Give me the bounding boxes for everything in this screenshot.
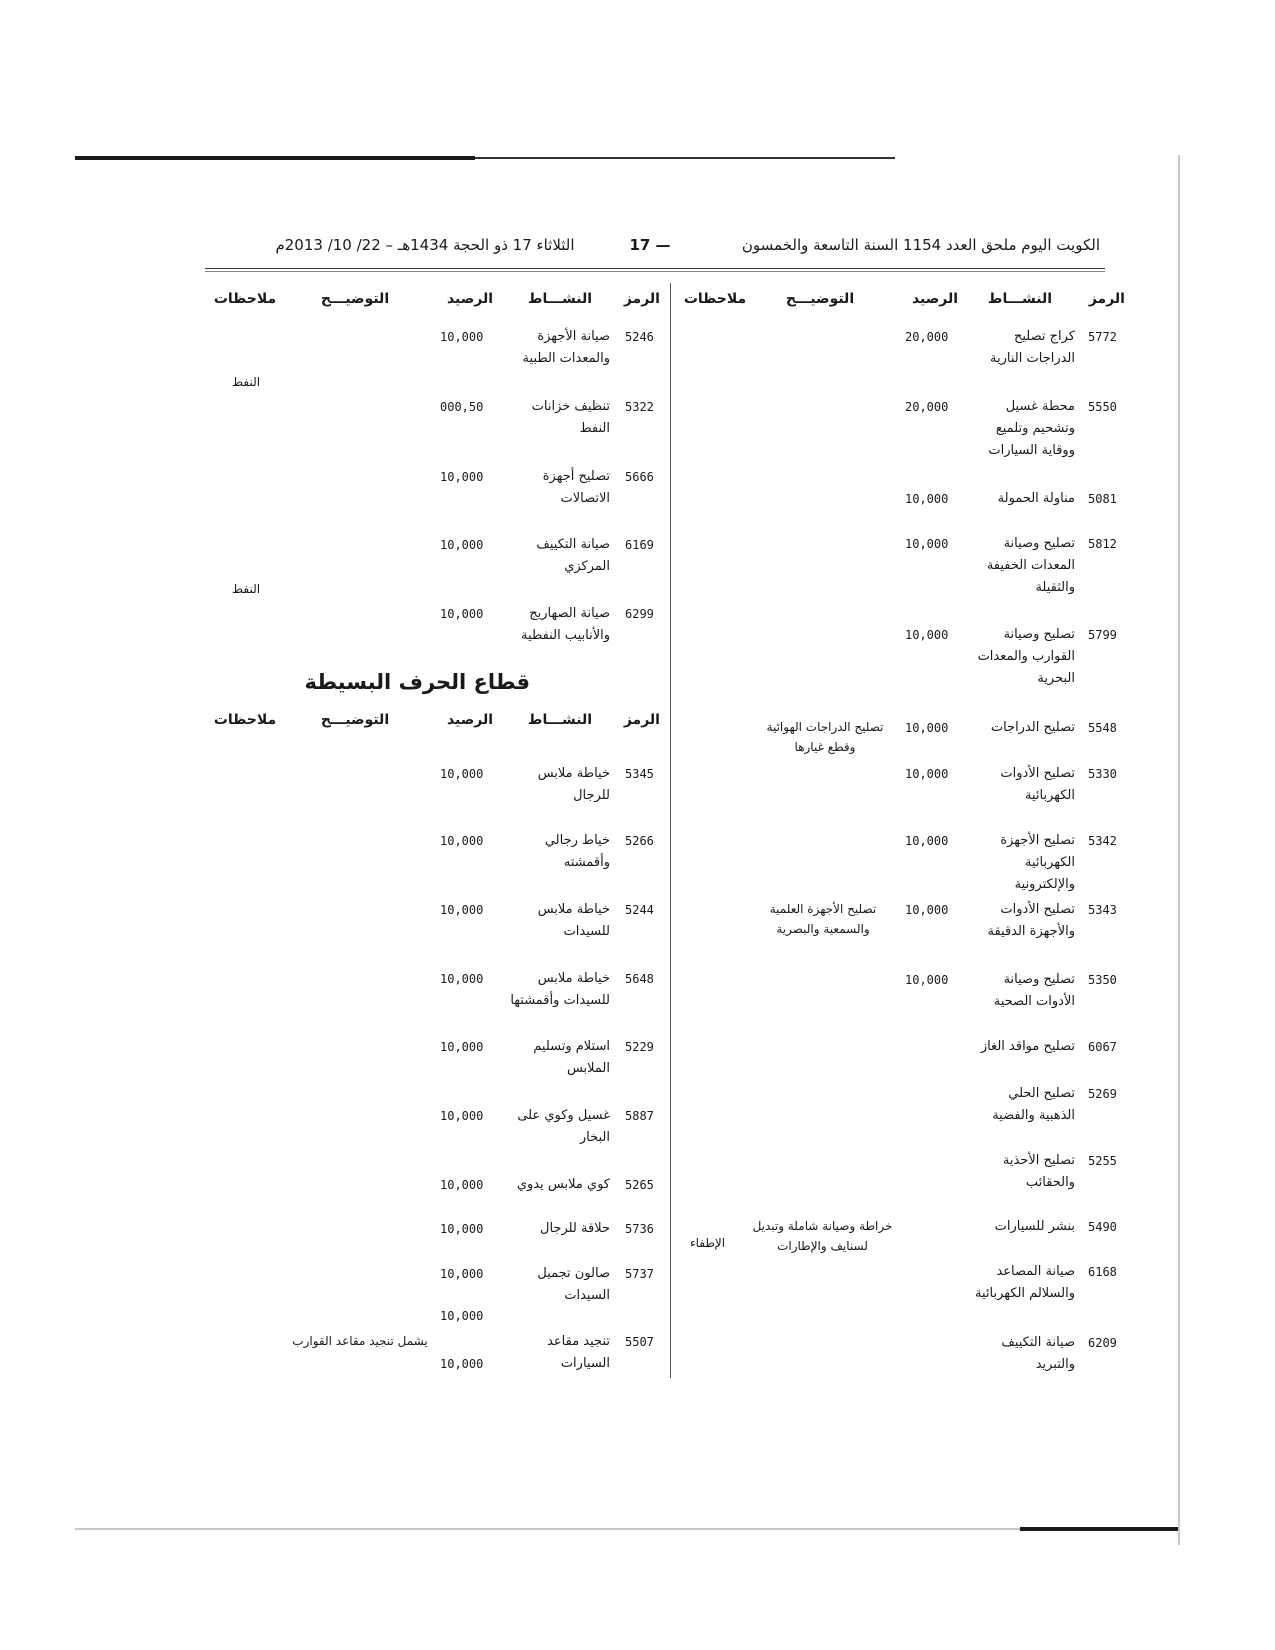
row-balance: 10,000 (905, 903, 949, 917)
col-header-balance: الرصيد (911, 291, 959, 307)
bottom-rule (75, 1528, 1180, 1530)
row-description: تصليح الأجهزة العلمية والسمعية والبصرية (769, 902, 877, 936)
row-activity: بنشر للسيارات (994, 1219, 1075, 1234)
header-rule-secondary (205, 271, 1105, 272)
col-header-notes-left: ملاحظات (213, 291, 277, 307)
row-code: 6067 (1088, 1040, 1117, 1054)
row-balance: 10,000 (905, 721, 949, 735)
row-activity: استلام وتسليم الملابس (533, 1039, 610, 1076)
row-code: 5246 (625, 330, 654, 344)
page-number: — 17 (629, 236, 671, 254)
row-note: النفط (232, 582, 261, 596)
row-balance: 10,000 (440, 972, 484, 986)
row-code: 6209 (1088, 1336, 1117, 1350)
row-activity: صيانة الصهاريج والأنابيب النفطية (521, 606, 610, 643)
col-header-activity: النشـــاط (987, 291, 1053, 307)
row-balance-extra: 10,000 (440, 1309, 484, 1323)
row-note: النفط (232, 375, 261, 389)
col-header-code: الرمز (1088, 291, 1125, 307)
row-balance: 10,000 (440, 903, 484, 917)
row-balance: 10,000 (440, 1178, 484, 1192)
row-activity: صيانة التكييف المركزي (536, 537, 610, 574)
row-balance: 10,000 (440, 1357, 484, 1371)
col-header-activity-left: النشـــاط (527, 291, 593, 307)
row-activity: خياط رجالي وأقمشته (544, 833, 610, 870)
row-code: 5548 (1088, 721, 1117, 735)
row-code: 6169 (625, 538, 654, 552)
row-activity: صالون تجميل السيدات (537, 1266, 610, 1303)
row-activity: تصليح مواقد الغاز (980, 1039, 1075, 1054)
row-balance: 000,50 (440, 400, 484, 414)
row-activity: تصليح الأجهزة الكهربائية والإلكترونية (1000, 833, 1075, 892)
row-balance: 10,000 (905, 767, 949, 781)
row-code: 5736 (625, 1222, 654, 1236)
row-activity: تصليح الحلي الذهبية والفضية (992, 1086, 1075, 1123)
row-code: 5265 (625, 1178, 654, 1192)
col-header-notes-left-2: ملاحظات (213, 712, 277, 728)
row-balance: 10,000 (440, 767, 484, 781)
issue-date: الثلاثاء 17 ذو الحجة 1434هـ – 22/ 10/ 2013م (275, 236, 575, 254)
row-balance: 10,000 (440, 330, 484, 344)
row-code: 5812 (1088, 537, 1117, 551)
gazette-title: الكويت اليوم ملحق العدد 1154 السنة التاسعة والخمسون (741, 236, 1100, 254)
row-code: 5350 (1088, 973, 1117, 987)
row-activity: تصليح الدراجات (990, 720, 1075, 735)
row-code: 5490 (1088, 1220, 1117, 1234)
row-balance: 10,000 (905, 537, 949, 551)
row-code: 5507 (625, 1335, 654, 1349)
row-code: 5648 (625, 972, 654, 986)
row-code: 5244 (625, 903, 654, 917)
row-note: الإطفاء (690, 1236, 726, 1250)
col-header-code-left: الرمز (623, 291, 660, 307)
row-activity: كراج تصليح الدراجات النارية (990, 329, 1075, 366)
row-balance: 10,000 (905, 628, 949, 642)
row-code: 5229 (625, 1040, 654, 1054)
row-balance: 10,000 (905, 834, 949, 848)
row-code: 6299 (625, 607, 654, 621)
row-code: 5266 (625, 834, 654, 848)
row-activity: مناولة الحمولة (997, 491, 1075, 506)
row-balance: 10,000 (440, 607, 484, 621)
row-balance: 10,000 (905, 973, 949, 987)
col-header-description: التوضيـــح (785, 291, 855, 307)
col-header-balance-left: الرصيد (446, 291, 494, 307)
row-activity: تصليح وصيانة المعدات الخفيفة والثقيلة (986, 536, 1075, 595)
col-header-code-left-2: الرمز (623, 712, 660, 728)
row-description: تصليح الدراجات الهوائية وقطع غيارها (766, 720, 884, 754)
row-code: 5342 (1088, 834, 1117, 848)
row-activity: خياطة ملابس للسيدات وأقمشتها (510, 971, 610, 1008)
section-title: قطاع الحرف البسيطة (304, 670, 530, 694)
row-description: يشمل تنجيد مقاعد القوارب (292, 1334, 428, 1348)
row-balance: 10,000 (440, 538, 484, 552)
col-header-description-left-2: التوضيـــح (320, 712, 390, 728)
row-activity: خياطة ملابس للرجال (537, 766, 610, 803)
header-rule (205, 268, 1105, 269)
row-balance: 10,000 (440, 834, 484, 848)
row-code: 6168 (1088, 1265, 1117, 1279)
col-header-description-left: التوضيـــح (320, 291, 390, 307)
row-code: 5269 (1088, 1087, 1117, 1101)
col-header-notes: ملاحظات (683, 291, 747, 307)
row-code: 5887 (625, 1109, 654, 1123)
row-activity: غسيل وكوي على البخار (517, 1108, 610, 1145)
row-balance: 10,000 (440, 470, 484, 484)
row-activity: تصليح أجهزة الاتصالات (542, 469, 610, 506)
top-rule-bold (75, 156, 475, 160)
row-balance: 10,000 (440, 1222, 484, 1236)
row-activity: محطة غسيل وتشحيم وتلميع ووقاية السيارات (988, 399, 1075, 458)
row-description: خراطة وصيانة شاملة وتبديل لسنايف والإطارات (752, 1219, 893, 1253)
row-code: 5772 (1088, 330, 1117, 344)
top-rule-thin (475, 157, 895, 159)
row-balance: 10,000 (440, 1109, 484, 1123)
col-header-balance-left-2: الرصيد (446, 712, 494, 728)
row-balance: 10,000 (905, 492, 949, 506)
row-activity: تنظيف خزانات النفط (531, 399, 610, 436)
row-balance: 20,000 (905, 400, 949, 414)
row-activity: تصليح وصيانة الأدوات الصحية (993, 972, 1075, 1009)
row-activity: كوي ملابس يدوي (516, 1177, 610, 1192)
row-code: 5666 (625, 470, 654, 484)
row-code: 5255 (1088, 1154, 1117, 1168)
row-code: 5343 (1088, 903, 1117, 917)
row-code: 5081 (1088, 492, 1117, 506)
row-activity: خياطة ملابس للسيدات (537, 902, 610, 939)
row-code: 5330 (1088, 767, 1117, 781)
row-balance: 10,000 (440, 1267, 484, 1281)
row-balance: 10,000 (440, 1040, 484, 1054)
row-activity: تصليح وصيانة القوارب والمعدات البحرية (977, 627, 1075, 686)
row-activity: تنجيد مقاعد السيارات (547, 1334, 610, 1371)
row-activity: حلاقة للرجال (540, 1221, 610, 1236)
row-code: 5322 (625, 400, 654, 414)
right-margin-rule (1178, 155, 1180, 1545)
row-code: 5799 (1088, 628, 1117, 642)
row-code: 5345 (625, 767, 654, 781)
row-balance: 20,000 (905, 330, 949, 344)
bottom-rule-bold (1020, 1527, 1178, 1531)
row-activity: تصليح الأدوات والأجهزة الدقيقة (987, 902, 1075, 939)
row-activity: صيانة المصاعد والسلالم الكهربائية (975, 1264, 1075, 1301)
col-header-activity-left-2: النشـــاط (527, 712, 593, 728)
column-divider (670, 283, 671, 1378)
row-activity: تصليح الأحذية والحقائب (1002, 1153, 1075, 1190)
row-activity: صيانة الأجهزة والمعدات الطبية (522, 329, 610, 366)
row-code: 5737 (625, 1267, 654, 1281)
row-activity: صيانة التكييف والتبريد (1001, 1335, 1075, 1372)
row-activity: تصليح الأدوات الكهربائية (1000, 766, 1075, 803)
row-code: 5550 (1088, 400, 1117, 414)
